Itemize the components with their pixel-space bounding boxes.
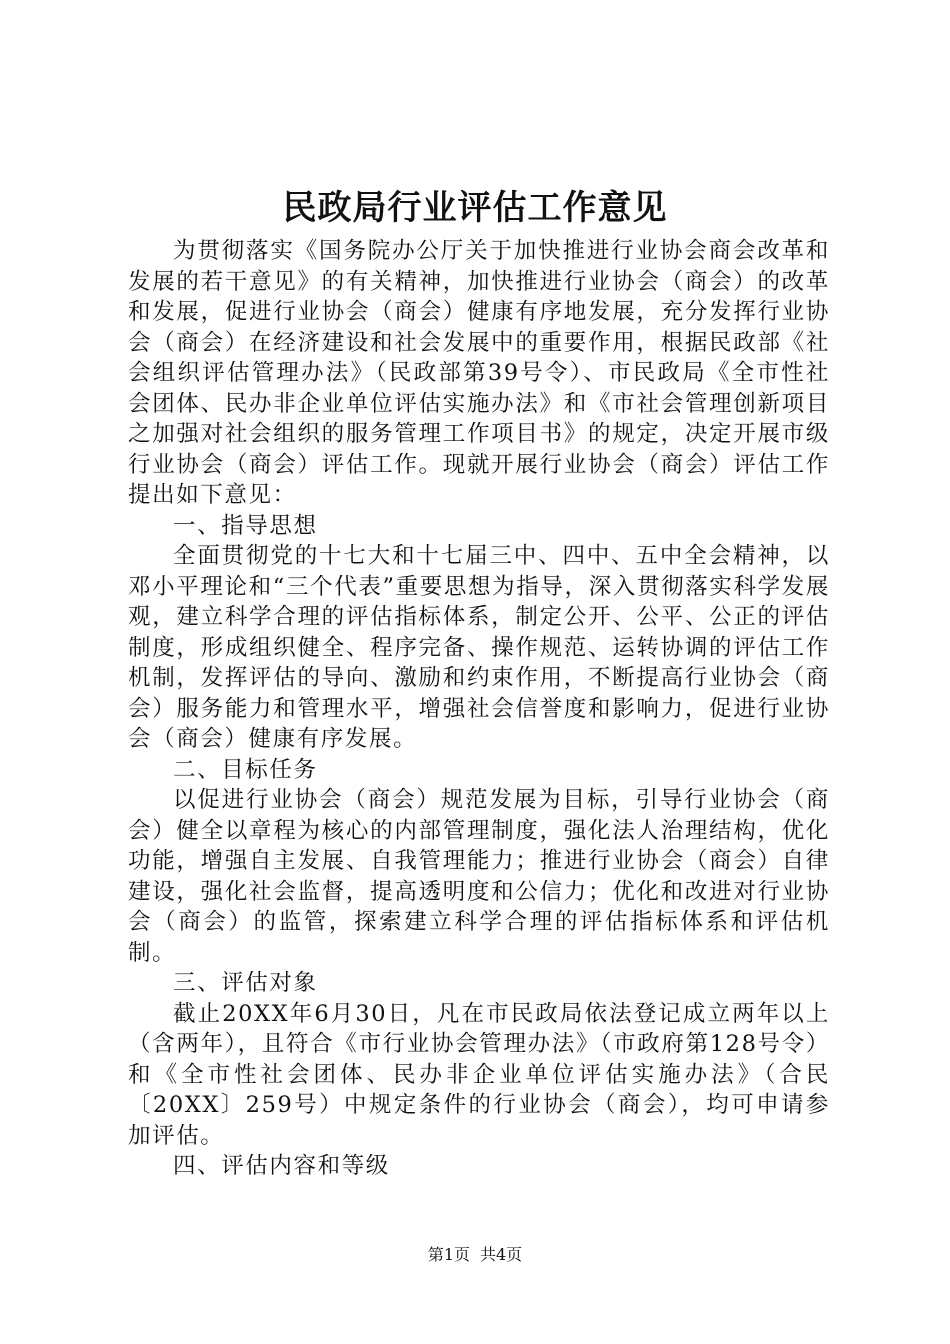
page-number: 第1页 xyxy=(427,1245,470,1264)
section-heading-guiding-ideology: 一、指导思想 xyxy=(173,512,318,539)
document-title: 民政局行业评估工作意见 xyxy=(282,188,668,228)
section-heading-evaluation-content: 四、评估内容和等级 xyxy=(173,1153,390,1179)
page-total: 共4页 xyxy=(480,1245,523,1264)
section-heading-evaluation-targets: 三、评估对象 xyxy=(173,970,318,996)
guiding-ideology-paragraph: 全面贯彻党的十七大和十七届三中、四中、五中全会精神，以邓小平理论和“三个代表”重要思想为指导，深入贯彻落实科学发展观，建立科学合理的评估指标体系，制定公开、公平、公正的评估制度，形成组织健全、程序完备、操作规范、运转协调的评估工作机制，发挥评估的导向、激励和约束作用，不断提高行业协会（商会）服务能力和管理水平，增强社会信誉度和影响力，促进行业协会（商会）健康有序发展。 xyxy=(128,543,830,752)
document-body xyxy=(128,236,830,1182)
goals-paragraph: 以促进行业协会（商会）规范发展为目标，引导行业协会（商会）健全以章程为核心的内部管理制度，强化法人治理结构，优化功能，增强自主发展、自我管理能力；推进行业协会（商会）自律建设，强化社会监督，提高透明度和公信力；优化和改进对行业协会（商会）的监管，探索建立科学合理的评估指标体系和评估机制。 xyxy=(128,787,830,966)
evaluation-targets-paragraph: 截止20XX年6月30日，凡在市民政局依法登记成立两年以上（含两年），且符合《市行业协会管理办法》（市政府第128号令）和《全市性社会团体、民办非企业单位评估实施办法》（合民〔20XX〕259号）中规定条件的行业协会（商会），均可申请参加评估。 xyxy=(128,1000,830,1149)
section-heading-goals: 二、目标任务 xyxy=(173,756,318,783)
intro-paragraph: 为贯彻落实《国务院办公厅关于加快推进行业协会商会改革和发展的若干意见》的有关精神，加快推进行业协会（商会）的改革和发展，促进行业协会（商会）健康有序地发展，充分发挥行业协会（商会）在经济建设和社会发展中的重要作用，根据民政部《社会组织评估管理办法》（民政部第39号令）、市民政局《全市性社会团体、民办非企业单位评估实施办法》和《市社会管理创新项目之加强对社会组织的服务管理工作项目书》的规定，决定开展市级行业协会（商会）评估工作。现就开展行业协会（商会）评估工作提出如下意见： xyxy=(128,238,830,508)
page-footer xyxy=(0,1244,950,1266)
